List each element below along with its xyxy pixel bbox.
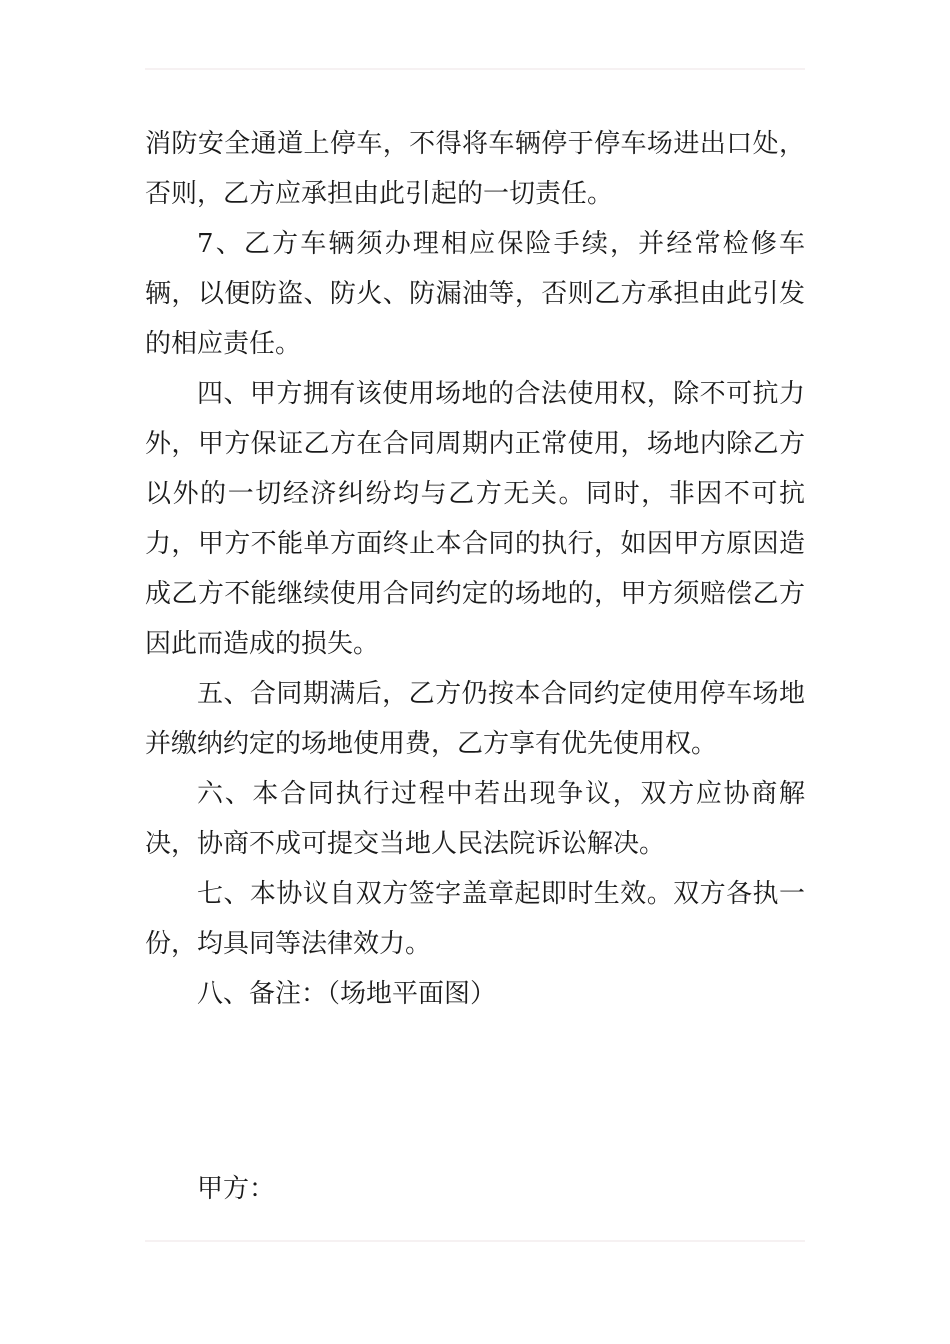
paragraph-clause-4: 四、甲方拥有该使用场地的合法使用权，除不可抗力外，甲方保证乙方在合同周期内正常使用，场地内除乙方以外的一切经济纠纷均与乙方无关。同时，非因不可抗力，甲方不能单方面终止本合同的执行，如因甲方原因造成乙方不能继续使用合同约定的场地的，甲方须赔偿乙方因此而造成的损失。 [145,379,805,659]
document-body [145,119,805,1019]
header-divider [145,68,805,70]
paragraph-clause-7-validity: 七、本协议自双方签字盖章起即时生效。双方各执一份，均具同等法律效力。 [145,879,805,959]
paragraph-clause-5: 五、合同期满后，乙方仍按本合同约定使用停车场地并缴纳约定的场地使用费，乙方享有优先使用权。 [145,679,805,759]
paragraph-continuation: 消防安全通道上停车，不得将车辆停于停车场进出口处，否则，乙方应承担由此引起的一切责任。 [145,129,805,209]
footer-divider [145,1240,805,1242]
paragraph-clause-8-remarks: 八、备注：（场地平面图） [197,979,497,1009]
party-a-signature-label: 甲方： [197,1174,276,1204]
paragraph-clause-7: 7、乙方车辆须办理相应保险手续，并经常检修车辆，以便防盗、防火、防漏油等，否则乙方承担由此引发的相应责任。 [145,229,805,359]
paragraph-clause-6: 六、本合同执行过程中若出现争议，双方应协商解决，协商不成可提交当地人民法院诉讼解决。 [145,779,805,859]
